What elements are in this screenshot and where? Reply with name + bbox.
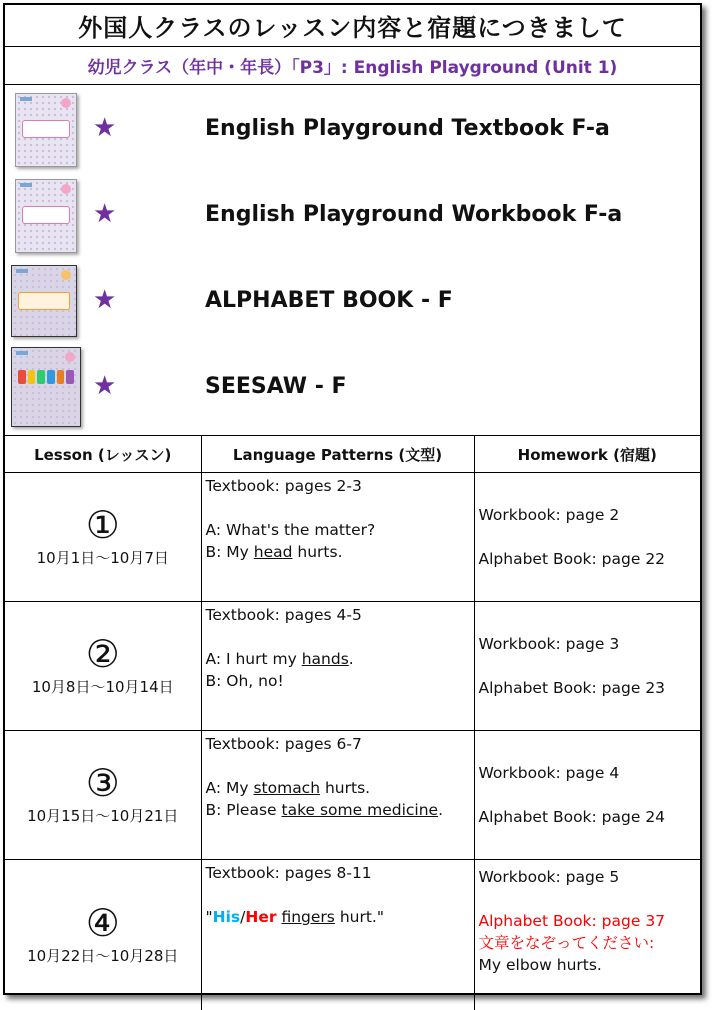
lesson-dates: 10月1日～10月7日	[5, 547, 201, 569]
pattern-quote: "His/Her fingers hurt."	[206, 906, 470, 928]
pattern-line-a: A: What's the matter?	[206, 519, 470, 541]
homework-cell	[474, 473, 700, 602]
material-title: English Playground Textbook F-a	[205, 115, 610, 143]
material-row	[5, 261, 700, 347]
lesson-number: ②	[5, 634, 201, 674]
pattern-cell	[201, 731, 474, 860]
table-header-row	[5, 436, 700, 473]
homework-workbook: Workbook: page 2	[479, 504, 697, 526]
header-homework: Homework (宿題)	[474, 436, 700, 473]
pattern-reference: Textbook: pages 2-3	[206, 475, 470, 497]
pattern-reference: Textbook: pages 6-7	[206, 733, 470, 755]
homework-workbook: Workbook: page 5	[479, 866, 697, 888]
pattern-reference: Textbook: pages 8-11	[206, 862, 470, 884]
star-icon: ★	[93, 201, 116, 227]
pattern-reference: Textbook: pages 4-5	[206, 604, 470, 626]
homework-cell	[474, 731, 700, 860]
homework-workbook: Workbook: page 3	[479, 633, 697, 655]
pattern-cell	[201, 860, 474, 1010]
alphabet-book-cover	[11, 265, 77, 337]
lesson-cell	[5, 731, 201, 860]
lesson-number: ③	[5, 763, 201, 803]
page-subtitle: 幼児クラス（年中・年長）「P3」: English Playground (Unit 1)	[5, 47, 700, 85]
homework-alphabet-book: Alphabet Book: page 37	[479, 910, 697, 932]
pattern-line-b: B: My head hurts.	[206, 541, 470, 563]
lesson-cell	[5, 473, 201, 602]
homework-alphabet-book: Alphabet Book: page 24	[479, 806, 697, 828]
homework-cell	[474, 860, 700, 1010]
homework-workbook: Workbook: page 4	[479, 762, 697, 784]
lesson-table	[5, 436, 700, 1010]
table-row	[5, 860, 700, 1010]
handout-page	[3, 3, 702, 995]
homework-instruction: 文章をなぞってください:	[479, 932, 697, 954]
material-title: SEESAW - F	[205, 373, 347, 401]
pattern-line-a: A: My stomach hurts.	[206, 777, 470, 799]
pattern-cell	[201, 602, 474, 731]
table-row	[5, 602, 700, 731]
material-title: English Playground Workbook F-a	[205, 201, 622, 229]
lesson-cell	[5, 860, 201, 1010]
lesson-cell	[5, 602, 201, 731]
lesson-dates: 10月8日～10月14日	[5, 676, 201, 698]
header-lesson: Lesson (レッスン)	[5, 436, 201, 473]
material-row	[5, 347, 700, 433]
materials-list	[5, 85, 700, 436]
english-playground-textbook-cover	[15, 93, 77, 167]
page-title: 外国人クラスのレッスン内容と宿題につきまして	[5, 5, 700, 47]
star-icon: ★	[93, 115, 116, 141]
lesson-dates: 10月22日～10月28日	[5, 945, 201, 967]
material-row	[5, 89, 700, 175]
material-row	[5, 175, 700, 261]
homework-alphabet-book: Alphabet Book: page 22	[479, 548, 697, 570]
lesson-number: ①	[5, 505, 201, 545]
pattern-line-b: B: Please take some medicine.	[206, 799, 470, 821]
material-title: ALPHABET BOOK - F	[205, 287, 453, 315]
seesaw-cover	[11, 347, 81, 427]
homework-sentence: My elbow hurts.	[479, 954, 697, 976]
english-playground-workbook-cover	[15, 179, 77, 253]
pattern-line-b: B: Oh, no!	[206, 670, 470, 692]
her-label: Her	[245, 908, 276, 926]
lesson-dates: 10月15日～10月21日	[5, 805, 201, 827]
star-icon: ★	[93, 287, 116, 313]
homework-alphabet-book: Alphabet Book: page 23	[479, 677, 697, 699]
star-icon: ★	[93, 373, 116, 399]
header-language-patterns: Language Patterns (文型)	[201, 436, 474, 473]
pattern-cell	[201, 473, 474, 602]
table-row	[5, 473, 700, 602]
lesson-number: ④	[5, 903, 201, 943]
table-row	[5, 731, 700, 860]
his-label: His	[213, 908, 241, 926]
homework-cell	[474, 602, 700, 731]
pattern-line-a: A: I hurt my hands.	[206, 648, 470, 670]
